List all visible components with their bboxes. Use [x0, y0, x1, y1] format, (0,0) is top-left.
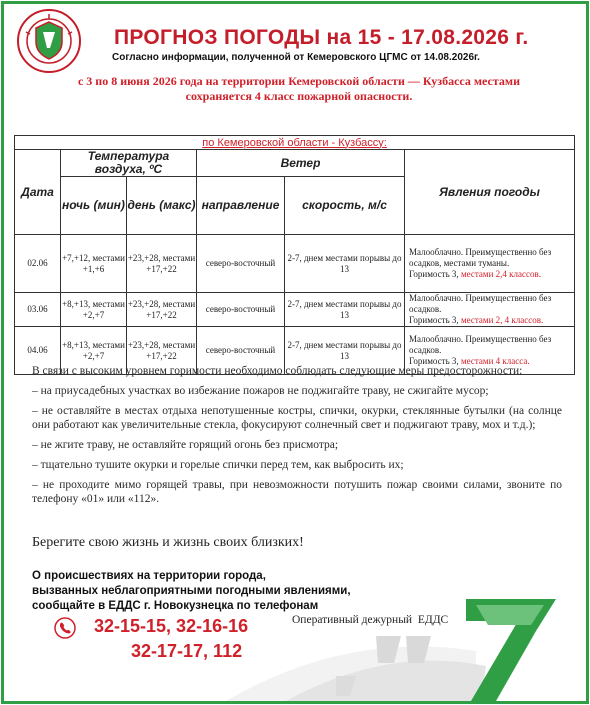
advice-item: – не оставляйте в местах отдыха непотушенные костры, спички, окурки, стеклянные бутылки (на солнце они работают как увеличительные стекла, фокусируют солнечный свет и поджигают траву, мох и т.д.);: [32, 405, 562, 431]
row-night: +7,+12, местами +1,+6: [61, 235, 127, 293]
phone-numbers-line-2: 32-17-17, 112: [131, 641, 243, 661]
duty-officer-label: Оперативный дежурный ЕДДС: [292, 614, 449, 626]
row-day: +23,+28, местами +17,+22: [127, 293, 197, 327]
alert-line-1: с 3 по 8 июня 2026 года на территории Кемеровской области — Кузбасса местами: [77, 74, 520, 88]
row-phenomena: [405, 293, 575, 327]
row-date: 04.06: [15, 327, 61, 375]
decorative-swoosh-graphic: [226, 591, 586, 701]
report-line-2: вызванных неблагоприятными погодными явлениями,: [32, 585, 351, 597]
col-date: Дата: [15, 150, 61, 235]
col-day: день (макс): [127, 177, 197, 235]
row-speed: 2-7, днем местами порывы до 13: [285, 293, 405, 327]
row-date: 02.06: [15, 235, 61, 293]
advice-item: – тщательно тушите окурки и горелые спички перед тем, как выбросить их;: [32, 459, 404, 471]
advice-item: – не проходите мимо горящей травы, при невозможности потушить пожар своими силами, звоните по телефону «01» или «112».: [32, 479, 562, 505]
bulletin-frame: [1, 1, 589, 704]
region-header: по Кемеровской области - Кузбассу:: [15, 136, 575, 150]
advice-intro: В связи с высоким уровнем горимости необходимо соблюдать следующие меры предосторожности:: [32, 365, 523, 377]
row-night: +8,+13, местами +2,+7: [61, 293, 127, 327]
safety-advice: [32, 364, 562, 512]
col-direction: направление: [197, 177, 285, 235]
phen-red: местами 2, 4 классов.: [460, 315, 544, 325]
row-day: +23,+28, местами +17,+22: [127, 235, 197, 293]
source-subtitle: Согласно информации, полученной от Кемеровского ЦГМС от 14.08.2026г.: [112, 52, 480, 63]
col-wind: Ветер: [197, 150, 405, 177]
row-night: +8,+13, местами +2,+7: [61, 327, 127, 375]
phen-red: местами 4 класса.: [460, 356, 530, 366]
advice-item: – не жгите траву, не оставляйте горящий огонь без присмотра;: [32, 439, 339, 451]
phen-text: Малооблачно. Преимущественно без осадков.: [409, 293, 552, 314]
forecast-table: [14, 135, 575, 375]
row-direction: северо-восточный: [197, 293, 285, 327]
row-date: 03.06: [15, 293, 61, 327]
mchs-emblem-logo: [16, 8, 82, 74]
advice-item: – на приусадебных участках во избежание пожаров не поджигайте траву, не сжигайте мусор;: [32, 385, 489, 397]
report-line-3: сообщайте в ЕДДС г. Новокузнецка по телефонам: [32, 600, 319, 612]
phen-prefix: Горимость 3,: [409, 315, 459, 325]
col-night: ночь (мин): [61, 177, 127, 235]
phen-text: Малооблачно. Преимущественно без осадков.: [409, 334, 552, 355]
report-line-1: О происшествиях на территории города,: [32, 570, 266, 582]
phen-prefix: Горимость 3,: [409, 269, 459, 279]
phen-prefix: Горимость 3,: [409, 356, 459, 366]
fire-danger-alert: [64, 74, 534, 104]
row-direction: северо-восточный: [197, 235, 285, 293]
row-speed: 2-7, днем местами порывы до 13: [285, 235, 405, 293]
phone-numbers-line-1: 32-15-15, 32-16-16: [94, 616, 249, 636]
forecast-title: ПРОГНОЗ ПОГОДЫ на 15 - 17.08.2026 г.: [114, 26, 529, 49]
row-phenomena: [405, 235, 575, 293]
phen-text: Малооблачно. Преимущественно без осадков, местами туманы.: [409, 247, 552, 268]
phone-icon: [54, 617, 76, 639]
alert-line-2: сохраняется 4 класс пожарной опасности.: [185, 89, 413, 103]
care-message: Берегите свою жизнь и жизнь своих близких!: [32, 535, 304, 550]
col-temperature: Температура воздуха, ºС: [61, 150, 197, 177]
col-phenomena: Явления погоды: [405, 150, 575, 235]
col-speed: скорость, м/с: [285, 177, 405, 235]
row-day: +23,+28, местами +17,+22: [127, 327, 197, 375]
phen-red: местами 2,4 классов.: [460, 269, 541, 279]
row-direction: северо-восточный: [197, 327, 285, 375]
table-row: [15, 235, 575, 293]
table-row: [15, 293, 575, 327]
row-speed: 2-7, днем местами порывы до 13: [285, 327, 405, 375]
